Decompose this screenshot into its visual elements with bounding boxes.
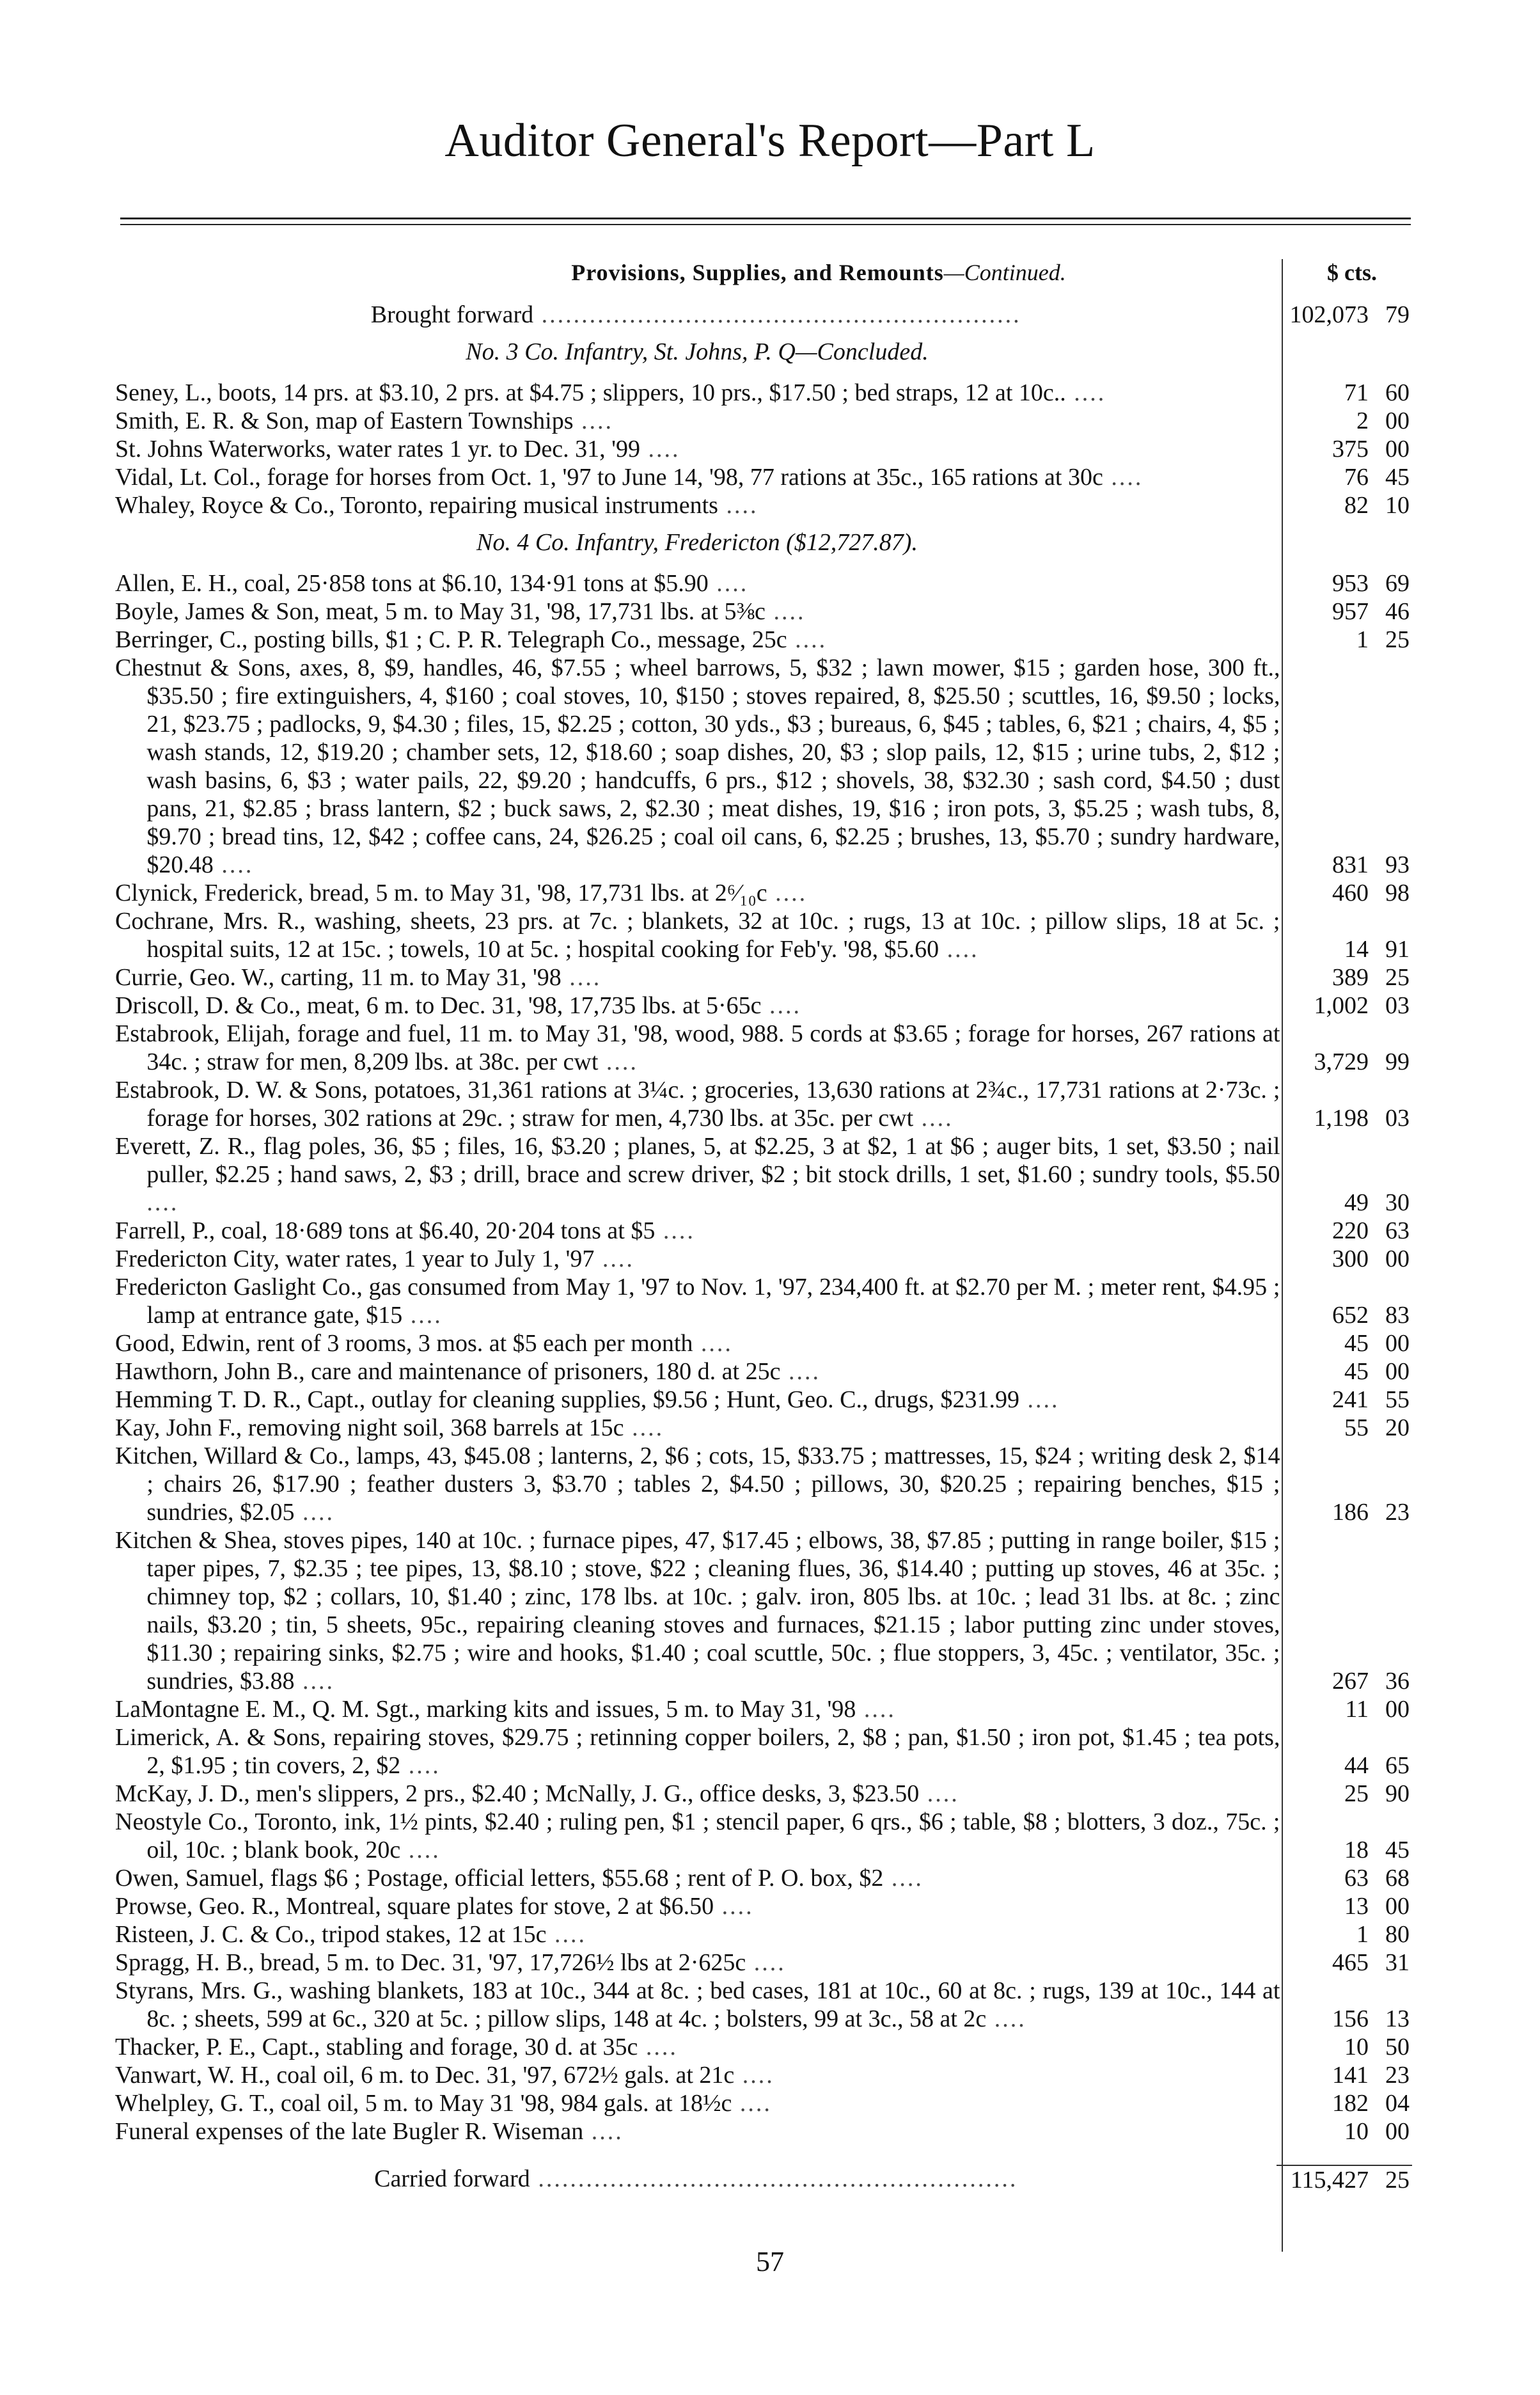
entry-text: Seney, L., boots, 14 prs. at $3.10, 2 prs. at $4.75 ; slippers, 10 prs., $17.50 ; bed straps, 12 at 10c.. (115, 379, 1066, 406)
entry-description (115, 2061, 1280, 2089)
leader-dots: .... (294, 1499, 335, 1526)
ledger-entry (115, 463, 1412, 491)
entry-dollars: 1,198 (1314, 1105, 1369, 1132)
entry-dollars: 82 (1344, 492, 1369, 519)
entry-description (115, 1780, 1280, 1808)
entry-amount (1280, 992, 1412, 1020)
entry-description (115, 1723, 1280, 1780)
ledger-entry (115, 569, 1412, 597)
entry-description (115, 1020, 1280, 1076)
entry-description (115, 1892, 1280, 1920)
entry-description (115, 1864, 1280, 1892)
leader-dots: .... (787, 626, 828, 653)
brought-forward-cents: 79 (1385, 301, 1410, 328)
entry-text: Kitchen, Willard & Co., lamps, 43, $45.08 ; lanterns, 2, $6 ; cots, 15, $33.75 ; mattresses, 15, $24 ; writing desk 2, $14 ; chairs 26, $17.90 ; feather dusters 3, $3.70 ; tables 2, $4.50 ; pillows, 30, $20.25 ; repairing benches, $15 ; sundries, $2.05 (115, 1443, 1280, 1526)
leader-dots: .... (780, 1358, 821, 1385)
entry-description (115, 1217, 1280, 1245)
header-rule-secondary (120, 224, 1411, 225)
entry-amount (1280, 1245, 1412, 1273)
entry-cents: 03 (1385, 1105, 1410, 1132)
entry-text: Berringer, C., posting bills, $1 ; C. P. R. Telegraph Co., message, 25c (115, 626, 787, 653)
entry-description (115, 1920, 1280, 1948)
entry-description (115, 407, 1280, 435)
leader-dots: .... (883, 1865, 923, 1892)
carried-forward-cents: 25 (1385, 2167, 1410, 2193)
entry-amount (1280, 1526, 1412, 1695)
entry-cents: 25 (1385, 626, 1410, 653)
leader-dots: .... (1019, 1386, 1060, 1413)
entry-description (115, 2033, 1280, 2061)
currency-column-label: $ cts. (1327, 260, 1377, 285)
entry-dollars: 1 (1356, 626, 1369, 653)
entry-dollars: 63 (1344, 1865, 1369, 1892)
entry-cents: 10 (1385, 492, 1410, 519)
entry-description (115, 1329, 1280, 1357)
entry-text: Chestnut & Sons, axes, 8, $9, handles, 46, $7.55 ; wheel barrows, 5, $32 ; lawn mower, $15 ; garden hose, 300 ft., $35.50 ; fire extinguishers, 4, $160 ; coal stoves, 10, $150 ; stoves repaired, 8, $25.50 ; scuttles, 16, $9.50 ; locks, 21, $23.75 ; padlocks, 9, $4.30 ; files, 15, $2.25 ; cotton, 30 yds., $3 ; bureaus, 6, $45 ; tables, 6, $21 ; chairs, 4, $5 ; wash stands, 12, $19.20 ; chamber sets, 12, $18.60 ; soap dishes, 20, $3 ; slop pails, 12, $15 ; urine tubs, 2, $12 ; wash basins, 6, $3 ; water pails, 22, $9.20 ; handcuffs, 6 prs., $12 ; shovels, 38, $32.30 ; sash cord, $4.50 ; dust pans, 21, $2.85 ; brass lantern, $2 ; buck saws, 2, $2.30 ; meat dishes, 19, $16 ; iron pots, 3, $5.25 ; wash tubs, 8, $9.70 ; bread tins, 12, $42 ; coffee cans, 24, $26.25 ; coal oil cans, 6, $2.25 ; brushes, 13, $5.70 ; sundry hardware, $20.48 (115, 654, 1280, 878)
entry-text: Allen, E. H., coal, 25·858 tons at $6.10, 134·91 tons at $5.90 (115, 570, 709, 597)
entry-description (115, 1132, 1280, 1217)
entry-amount (1280, 879, 1412, 907)
entry-text: Estabrook, D. W. & Sons, potatoes, 31,361 rations at 3¼c. ; groceries, 13,630 rations at 2¾c., 17,731 rations at 2·73c. ; forage for horses, 302 rations at 29c. ; straw for men, 4,730 lbs. at 35c. per cwt (115, 1077, 1280, 1132)
leader-dots: .... (939, 936, 979, 963)
entry-text: Clynick, Frederick, bread, 5 m. to May 31, '98, 17,731 lbs. at 2⁶⁄₁₀c (115, 880, 767, 906)
group2-entries (115, 569, 1412, 2146)
entry-amount (1280, 1357, 1412, 1386)
entry-cents: 23 (1385, 1499, 1410, 1526)
entry-text: St. Johns Waterworks, water rates 1 yr. to Dec. 31, '99 (115, 436, 640, 462)
entry-amount (1280, 1329, 1412, 1357)
entry-amount (1280, 626, 1412, 654)
entry-text: Spragg, H. B., bread, 5 m. to Dec. 31, '97, 17,726½ lbs at 2·625c (115, 1949, 746, 1976)
entry-text: McKay, J. D., men's slippers, 2 prs., $2.40 ; McNally, J. G., office desks, 3, $23.50 (115, 1780, 920, 1807)
entry-amount (1280, 1273, 1412, 1329)
entry-dollars: 953 (1332, 570, 1369, 597)
leader-dots: .... (718, 492, 758, 519)
entry-cents: 91 (1385, 936, 1410, 963)
entry-dollars: 375 (1332, 436, 1369, 462)
entry-cents: 00 (1385, 436, 1410, 462)
entry-text: Funeral expenses of the late Bugler R. Wiseman (115, 2118, 584, 2145)
entry-cents: 30 (1385, 1189, 1410, 1216)
brought-forward-row (115, 301, 1412, 329)
ledger-entry (115, 1132, 1412, 1217)
entry-text: Everett, Z. R., flag poles, 36, $5 ; files, 16, $3.20 ; planes, 5, at $2.25, 3 at $2, 1 at $6 ; auger bits, 1 set, $3.50 ; nail puller, $2.25 ; hand saws, 2, $3 ; drill, brace and screw driver, $2 ; bit stock drills, 1 set, $1.60 ; sundry tools, $5.50 (115, 1133, 1280, 1188)
entry-amount (1280, 569, 1412, 597)
ledger-entry (115, 1892, 1412, 1920)
entry-cents: 50 (1385, 2034, 1410, 2060)
entry-cents: 80 (1385, 1921, 1410, 1948)
entry-dollars: 3,729 (1314, 1048, 1369, 1075)
entry-amount (1280, 2117, 1412, 2146)
group-heading: No. 4 Co. Infantry, Fredericton ($12,727.87). (476, 529, 918, 556)
entry-amount (1280, 1808, 1412, 1864)
entry-cents: 20 (1385, 1414, 1410, 1441)
ledger-entry (115, 1526, 1412, 1695)
entry-text: Vanwart, W. H., coal oil, 6 m. to Dec. 31, '97, 672½ gals. at 21c (115, 2062, 735, 2089)
ledger-entry (115, 1695, 1412, 1723)
entry-description (115, 963, 1280, 992)
entry-dollars: 49 (1344, 1189, 1369, 1216)
entry-cents: 00 (1385, 1696, 1410, 1723)
entry-cents: 00 (1385, 2118, 1410, 2145)
ledger-entry (115, 2033, 1412, 2061)
entry-dollars: 300 (1332, 1245, 1369, 1272)
entry-amount (1280, 491, 1412, 519)
ledger-entry (115, 407, 1412, 435)
leader-dots: .... (402, 1302, 443, 1329)
entry-amount (1280, 2089, 1412, 2117)
entry-amount (1280, 1020, 1412, 1076)
ledger-entry (115, 379, 1412, 407)
entry-cents: 45 (1385, 1837, 1410, 1863)
ledger-entry (115, 654, 1412, 879)
entry-description (115, 1386, 1280, 1414)
entry-dollars: 11 (1345, 1696, 1369, 1723)
entry-amount (1280, 1442, 1412, 1526)
entry-dollars: 13 (1344, 1893, 1369, 1920)
leader-dots: .... (1065, 379, 1106, 406)
entry-text: Currie, Geo. W., carting, 11 m. to May 31, '98 (115, 964, 562, 991)
entry-description (115, 1808, 1280, 1864)
leader-dots: .... (856, 1696, 896, 1723)
page-title: Auditor General's Report—Part L (444, 115, 1096, 167)
ledger-entry (115, 2061, 1412, 2089)
entry-amount (1280, 1864, 1412, 1892)
entry-cents: 00 (1385, 407, 1410, 434)
entry-dollars: 1,002 (1314, 992, 1369, 1019)
ledger-entry (115, 597, 1412, 626)
ledger-entry (115, 1442, 1412, 1526)
entry-cents: 36 (1385, 1668, 1410, 1695)
entry-description (115, 379, 1280, 407)
entry-text: Neostyle Co., Toronto, ink, 1½ pints, $2.40 ; ruling pen, $1 ; stencil paper, 6 qrs., $6 ; table, $8 ; blotters, 3 doz., 75c. ; oil, 10c. ; blank book, 20c (115, 1808, 1280, 1863)
entry-text: Whaley, Royce & Co., Toronto, repairing musical instruments (115, 492, 718, 519)
ledger-entry (115, 1273, 1412, 1329)
entry-amount (1280, 1977, 1412, 2033)
entry-cents: 00 (1385, 1893, 1410, 1920)
entry-dollars: 44 (1344, 1752, 1369, 1779)
entry-text: LaMontagne E. M., Q. M. Sgt., marking kits and issues, 5 m. to May 31, '98 (115, 1696, 856, 1723)
ledger-entry (115, 992, 1412, 1020)
ledger-entries (115, 301, 1412, 2194)
entry-description (115, 597, 1280, 626)
entry-cents: 83 (1385, 1302, 1410, 1329)
entry-amount (1280, 1948, 1412, 1977)
entry-amount (1280, 1723, 1412, 1780)
entry-description (115, 1414, 1280, 1442)
group1-entries (115, 379, 1412, 519)
ledger-entry (115, 626, 1412, 654)
entry-description (115, 1442, 1280, 1526)
ledger-entry (115, 1357, 1412, 1386)
ledger-entry (115, 963, 1412, 992)
ledger-entry (115, 2117, 1412, 2146)
entry-cents: 55 (1385, 1386, 1410, 1413)
entry-dollars: 2 (1356, 407, 1369, 434)
leader-dots: .... (561, 964, 602, 991)
ledger-entry (115, 1217, 1412, 1245)
leader-dots: .... (655, 1217, 695, 1244)
ledger-entry (115, 1808, 1412, 1864)
entry-cents: 04 (1385, 2090, 1410, 2117)
entry-amount (1280, 2033, 1412, 2061)
leader-dots: .... (573, 407, 614, 434)
entry-dollars: 45 (1344, 1330, 1369, 1357)
entry-cents: 25 (1385, 964, 1410, 991)
ledger-entry (115, 1780, 1412, 1808)
ledger-entry (115, 1245, 1412, 1273)
entry-amount (1280, 379, 1412, 407)
entry-dollars: 45 (1344, 1358, 1369, 1385)
entry-dollars: 55 (1344, 1414, 1369, 1441)
entry-dollars: 25 (1344, 1780, 1369, 1807)
entry-cents: 68 (1385, 1865, 1410, 1892)
entry-description (115, 569, 1280, 597)
carried-forward-label: Carried forward (374, 2165, 530, 2192)
section-title (371, 259, 1266, 286)
entry-amount (1280, 1920, 1412, 1948)
entry-cents: 99 (1385, 1048, 1410, 1075)
entry-cents: 45 (1385, 464, 1410, 491)
ledger-entry (115, 1723, 1412, 1780)
entry-description (115, 463, 1280, 491)
leader-dots: ............................................................ (530, 2165, 1018, 2192)
leader-dots: .... (765, 598, 806, 625)
entry-text: Estabrook, Elijah, forage and fuel, 11 m. to May 31, '98, wood, 988. 5 cords at $3.65 ; forage for horses, 267 rations at 34c. ; straw for men, 8,209 lbs. at 38c. per cwt (115, 1020, 1280, 1075)
entry-cents: 13 (1385, 2005, 1410, 2032)
leader-dots: .... (1103, 464, 1143, 491)
leader-dots: .... (746, 1949, 786, 1976)
entry-text: Whelpley, G. T., coal oil, 5 m. to May 31 '98, 984 gals. at 18½c (115, 2090, 732, 2117)
entry-text: Fredericton City, water rates, 1 year to July 1, '97 (115, 1245, 595, 1272)
ledger-entry (115, 1948, 1412, 1977)
entry-text: Kitchen & Shea, stoves pipes, 140 at 10c. ; furnace pipes, 47, $17.45 ; elbows, 38, $7.85 ; putting in range boiler, $15 ; taper pipes, 7, $2.35 ; tee pipes, 13, $8.10 ; stove, $22 ; cleaning flues, 36, $14.40 ; putting up stoves, 46 at 35c. ; chimney top, $2 ; collars, 10, $1.40 ; zinc, 178 lbs. at 10c. ; galv. iron, 805 lbs. at 10c. ; lead 31 lbs. at 8c. ; zinc nails, $3.20 ; tin, 5 sheets, 95c., repairing cleaning stoves and furnaces, $21.15 ; labor putting zinc under stoves, $11.30 ; repairing sinks, $2.75 ; wire and hooks, $1.40 ; coal scuttle, 50c. ; flue stoppers, 3, 45c. ; ventilator, 35c. ; sundries, $3.88 (115, 1527, 1280, 1695)
entry-cents: 46 (1385, 598, 1410, 625)
entry-amount (1280, 1386, 1412, 1414)
leader-dots: .... (146, 1189, 179, 1216)
ledger-entry (115, 435, 1412, 463)
entry-text: Fredericton Gaslight Co., gas consumed from May 1, '97 to Nov. 1, '97, 234,400 ft. at $2.70 per M. ; meter rent, $4.95 ; lamp at entrance gate, $15 (115, 1274, 1280, 1329)
leader-dots: .... (986, 2005, 1026, 2032)
entry-text: Farrell, P., coal, 18·689 tons at $6.40, 20·204 tons at $5 (115, 1217, 656, 1244)
entry-text: Cochrane, Mrs. R., washing, sheets, 23 prs. at 7c. ; blankets, 32 at 10c. ; rugs, 13 at 10c. ; pillow slips, 18 at 5c. ; hospital suits, 12 at 15c. ; towels, 10 at 5c. ; hospital cooking for Feb'y. '98, $5.60 (115, 908, 1280, 963)
leader-dots: .... (583, 2118, 624, 2145)
entry-cents: 00 (1385, 1330, 1410, 1357)
entry-description (115, 1076, 1280, 1132)
entry-description (115, 992, 1280, 1020)
ledger-entry (115, 1920, 1412, 1948)
entry-amount (1280, 963, 1412, 992)
brought-forward-dollars: 102,073 (1289, 301, 1369, 328)
ledger-entry (115, 1414, 1412, 1442)
entry-description (115, 491, 1280, 519)
entry-cents: 60 (1385, 379, 1410, 406)
ledger-entry (115, 1076, 1412, 1132)
leader-dots: .... (213, 851, 254, 878)
entry-description (115, 1948, 1280, 1977)
entry-amount (1280, 907, 1412, 963)
ledger-entry (115, 1386, 1412, 1414)
leader-dots: ............................................................ (533, 301, 1021, 328)
leader-dots: .... (732, 2090, 772, 2117)
entry-cents: 31 (1385, 1949, 1410, 1976)
entry-text: Vidal, Lt. Col., forage for horses from Oct. 1, '97 to June 14, '98, 77 rations at 35c., 165 rations at 30c (115, 464, 1103, 491)
entry-amount (1280, 2061, 1412, 2089)
entry-dollars: 71 (1344, 379, 1369, 406)
entry-description (115, 1526, 1280, 1695)
entry-description (115, 1245, 1280, 1273)
leader-dots: .... (546, 1921, 586, 1948)
entry-amount (1280, 654, 1412, 879)
entry-cents: 98 (1385, 880, 1410, 906)
entry-amount (1280, 1217, 1412, 1245)
entry-description (115, 1977, 1280, 2033)
leader-dots: .... (400, 1837, 441, 1863)
ledger-entry (115, 1329, 1412, 1357)
entry-dollars: 267 (1332, 1668, 1369, 1695)
entry-text: Limerick, A. & Sons, repairing stoves, $29.75 ; retinning copper boilers, 2, $8 ; pan, $1.50 ; iron pot, $1.45 ; tea pots, 2, $1.95 ; tin covers, 2, $2 (115, 1724, 1280, 1779)
entry-amount (1280, 435, 1412, 463)
entry-text: Styrans, Mrs. G., washing blankets, 183 at 10c., 344 at 8c. ; bed cases, 181 at 10c., 60 at 8c. ; rugs, 139 at 10c., 144 at 8c. ; sheets, 599 at 6c., 320 at 5c. ; pillow slips, 148 at 4c. ; bolsters, 99 at 3c., 58 at 2c (115, 1977, 1280, 2032)
entry-amount (1280, 597, 1412, 626)
entry-dollars: 465 (1332, 1949, 1369, 1976)
entry-text: Kay, John F., removing night soil, 368 barrels at 15c (115, 1414, 624, 1441)
entry-description (115, 1357, 1280, 1386)
entry-amount (1280, 1132, 1412, 1217)
ledger-entry (115, 491, 1412, 519)
entry-text: Driscoll, D. & Co., meat, 6 m. to Dec. 31, '98, 17,735 lbs. at 5·65c (115, 992, 762, 1019)
entry-description (115, 626, 1280, 654)
entry-dollars: 10 (1344, 2118, 1369, 2145)
entry-description (115, 2089, 1280, 2117)
entry-amount (1280, 407, 1412, 435)
ledger-entry (115, 1020, 1412, 1076)
entry-text: Smith, E. R. & Son, map of Eastern Townships (115, 407, 574, 434)
group-heading: No. 3 Co. Infantry, St. Johns, P. Q—Concluded. (466, 338, 929, 365)
entry-cents: 63 (1385, 1217, 1410, 1244)
entry-cents: 90 (1385, 1780, 1410, 1807)
entry-amount (1280, 1695, 1412, 1723)
brought-forward-label: Brought forward (370, 301, 534, 328)
leader-dots: .... (400, 1752, 441, 1779)
entry-description (115, 2117, 1280, 2146)
entry-text: Owen, Samuel, flags $6 ; Postage, official letters, $55.68 ; rent of P. O. box, $2 (115, 1865, 884, 1892)
entry-amount (1280, 463, 1412, 491)
entry-dollars: 14 (1344, 936, 1369, 963)
entry-dollars: 186 (1332, 1499, 1369, 1526)
entry-dollars: 141 (1332, 2062, 1369, 2089)
entry-description (115, 435, 1280, 463)
entry-description (115, 879, 1280, 907)
entry-description (115, 907, 1280, 963)
ledger-entry (115, 879, 1412, 907)
entry-cents: 23 (1385, 2062, 1410, 2089)
entry-cents: 65 (1385, 1752, 1410, 1779)
leader-dots: .... (638, 2034, 678, 2060)
leader-dots: .... (640, 436, 680, 462)
entry-text: Risteen, J. C. & Co., tripod stakes, 12 at 15c (115, 1921, 547, 1948)
entry-text: Hawthorn, John B., care and maintenance of prisoners, 180 d. at 25c (115, 1358, 781, 1385)
leader-dots: .... (714, 1893, 754, 1920)
entry-dollars: 1 (1356, 1921, 1369, 1948)
entry-dollars: 182 (1332, 2090, 1369, 2117)
entry-cents: 93 (1385, 851, 1410, 878)
entry-dollars: 460 (1332, 880, 1369, 906)
entry-dollars: 389 (1332, 964, 1369, 991)
carried-forward-row (115, 2165, 1412, 2194)
leader-dots: .... (734, 2062, 774, 2089)
leader-dots: .... (708, 570, 749, 597)
entry-dollars: 957 (1332, 598, 1369, 625)
ledger-entry (115, 1977, 1412, 2033)
entry-dollars: 241 (1332, 1386, 1369, 1413)
leader-dots: .... (598, 1048, 638, 1075)
carried-forward-dollars: 115,427 (1290, 2167, 1369, 2193)
entry-text: Thacker, P. E., Capt., stabling and forage, 30 d. at 35c (115, 2034, 638, 2060)
entry-dollars: 18 (1344, 1837, 1369, 1863)
entry-cents: 00 (1385, 1245, 1410, 1272)
leader-dots: .... (294, 1668, 335, 1695)
entry-dollars: 10 (1344, 2034, 1369, 2060)
leader-dots: .... (624, 1414, 664, 1441)
entry-text: Prowse, Geo. R., Montreal, square plates for stove, 2 at $6.50 (115, 1893, 714, 1920)
entry-description (115, 654, 1280, 879)
header-rule (120, 217, 1411, 219)
section-title-main: Provisions, Supplies, and Remounts (571, 260, 944, 285)
leader-dots: .... (919, 1780, 959, 1807)
leader-dots: .... (913, 1105, 954, 1132)
entry-text: Boyle, James & Son, meat, 5 m. to May 31, '98, 17,731 lbs. at 5⅜c (115, 598, 766, 625)
entry-dollars: 156 (1332, 2005, 1369, 2032)
entry-amount (1280, 1076, 1412, 1132)
entry-text: Good, Edwin, rent of 3 rooms, 3 mos. at $5 each per month (115, 1330, 693, 1357)
entry-dollars: 652 (1332, 1302, 1369, 1329)
ledger-entry (115, 1864, 1412, 1892)
leader-dots: .... (594, 1245, 634, 1272)
entry-description (115, 1695, 1280, 1723)
leader-dots: .... (767, 880, 808, 906)
section-title-suffix: —Continued. (943, 260, 1066, 285)
ledger-entry (115, 907, 1412, 963)
entry-amount (1280, 1892, 1412, 1920)
leader-dots: .... (693, 1330, 733, 1357)
ledger-entry (115, 2089, 1412, 2117)
entry-amount (1280, 1780, 1412, 1808)
page-number: 57 (756, 2246, 784, 2277)
entry-cents: 69 (1385, 570, 1410, 597)
leader-dots: .... (761, 992, 802, 1019)
entry-description (115, 1273, 1280, 1329)
entry-dollars: 220 (1332, 1217, 1369, 1244)
entry-dollars: 831 (1332, 851, 1369, 878)
entry-cents: 00 (1385, 1358, 1410, 1385)
entry-amount (1280, 1414, 1412, 1442)
entry-cents: 03 (1385, 992, 1410, 1019)
entry-dollars: 76 (1344, 464, 1369, 491)
entry-text: Hemming T. D. R., Capt., outlay for cleaning supplies, $9.56 ; Hunt, Geo. C., drugs, $231.99 (115, 1386, 1019, 1413)
